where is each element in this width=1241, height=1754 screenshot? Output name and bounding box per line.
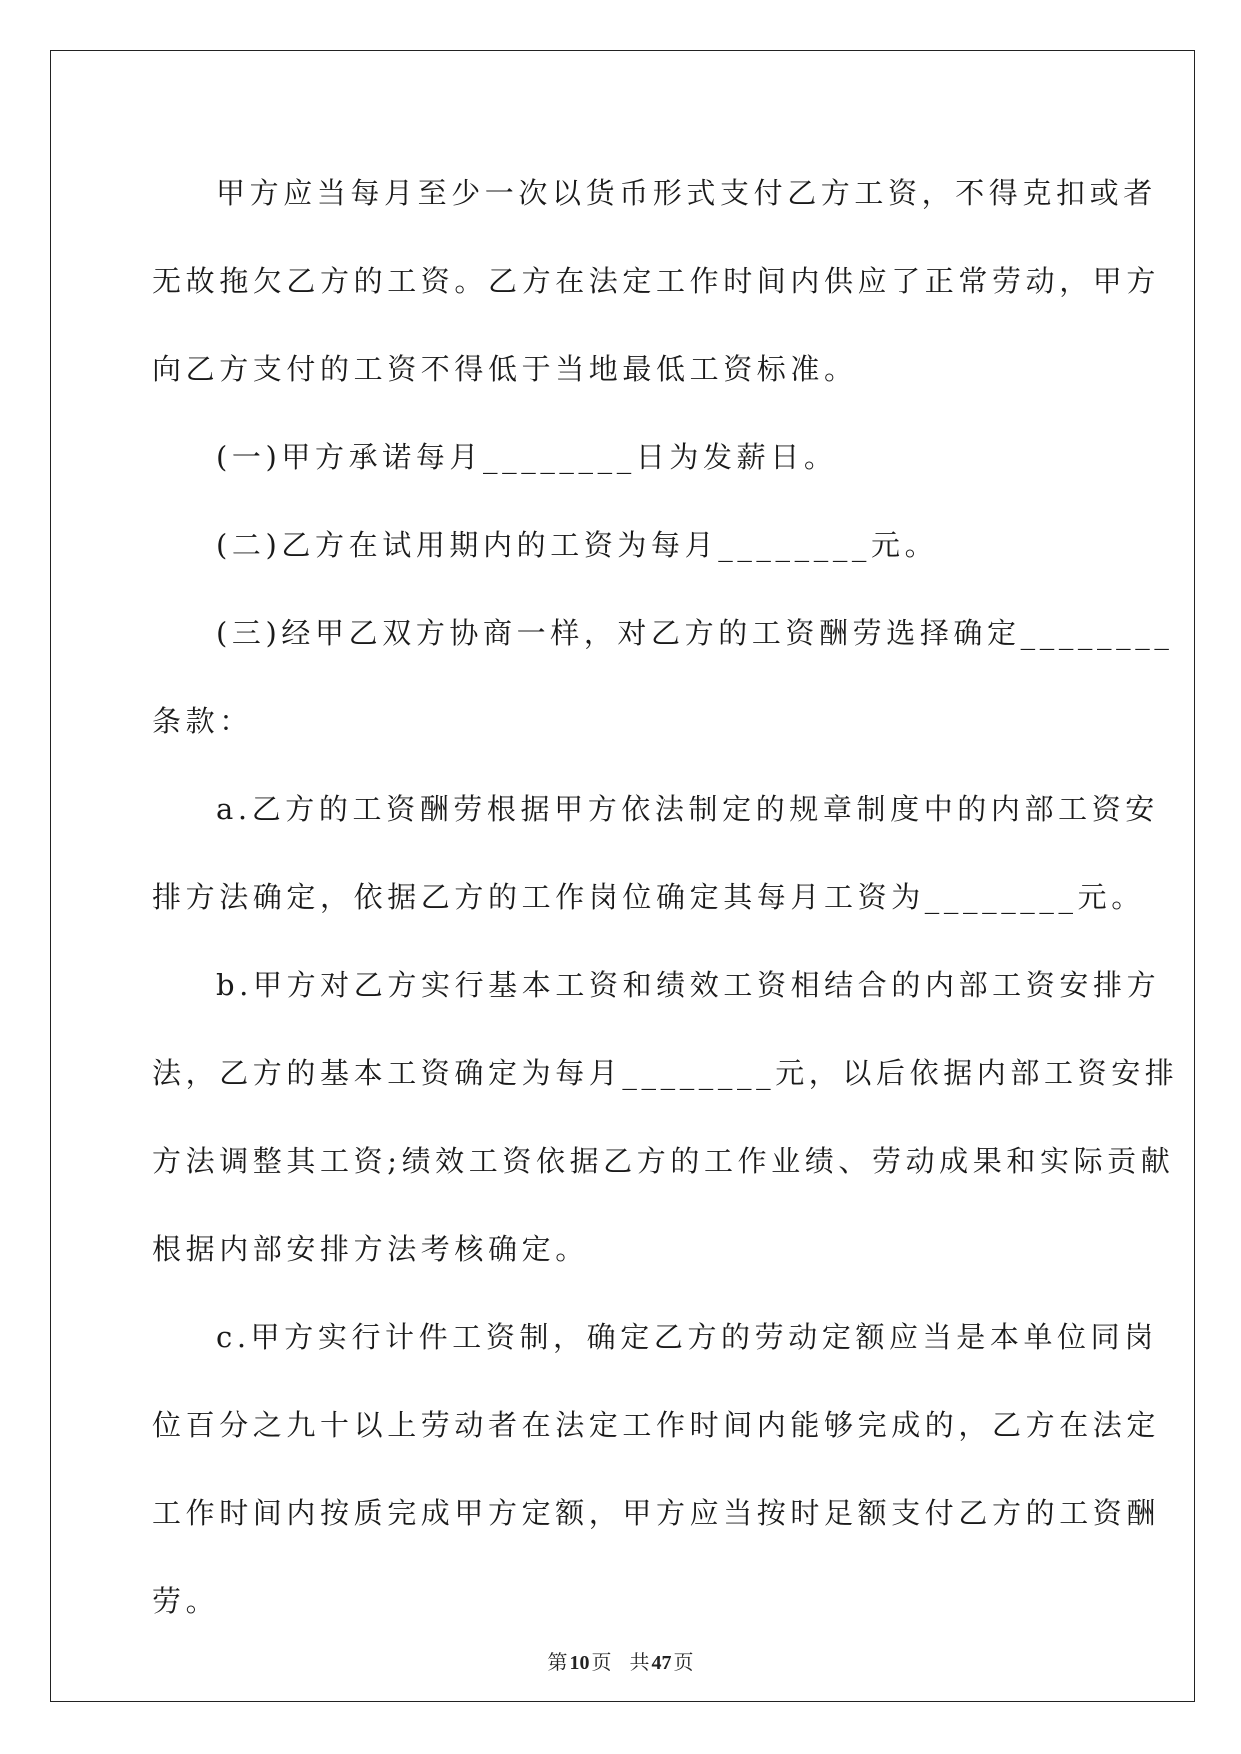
text-line: 条款：	[152, 704, 253, 738]
text-line: 甲方应当每月至少一次以货币形式支付乙方工资，不得克扣或者	[216, 176, 1157, 210]
text-line: (三)经甲乙双方协商一样，对乙方的工资酬劳选择确定________	[216, 616, 1174, 650]
text-line: a.乙方的工资酬劳根据甲方依法制定的规章制度中的内部工资安	[216, 792, 1159, 826]
text-line: 位百分之九十以上劳动者在法定工作时间内能够完成的，乙方在法定	[152, 1408, 1161, 1442]
document-body	[152, 163, 1179, 1659]
total-pages: 47	[651, 1652, 672, 1674]
text-line: 无故拖欠乙方的工资。乙方在法定工作时间内供应了正常劳动，甲方	[152, 264, 1161, 298]
total-suffix: 页	[673, 1652, 694, 1674]
page-number: 10	[569, 1652, 590, 1674]
text-line: 排方法确定，依据乙方的工作岗位确定其每月工资为________元。	[152, 880, 1145, 914]
total-prefix: 共	[629, 1652, 650, 1674]
text-line: (一)甲方承诺每月________日为发薪日。	[216, 440, 838, 474]
text-line: 方法调整其工资;绩效工资依据乙方的工作业绩、劳动成果和实际贡献	[152, 1144, 1175, 1178]
text-line: b.甲方对乙方实行基本工资和绩效工资相结合的内部工资安排方	[216, 968, 1161, 1002]
page-footer	[0, 1646, 1241, 1675]
text-line: (二)乙方在试用期内的工资为每月________元。	[216, 528, 939, 562]
text-line: 法，乙方的基本工资确定为每月________元，以后依据内部工资安排	[152, 1056, 1179, 1090]
page-suffix: 页	[591, 1652, 612, 1674]
text-line: 向乙方支付的工资不得低于当地最低工资标准。	[152, 352, 858, 386]
text-line: 根据内部安排方法考核确定。	[152, 1232, 589, 1266]
text-line: 工作时间内按质完成甲方定额，甲方应当按时足额支付乙方的工资酬	[152, 1496, 1161, 1530]
page-prefix: 第	[547, 1652, 568, 1674]
text-line: 劳。	[152, 1584, 220, 1618]
text-line: c.甲方实行计件工资制，确定乙方的劳动定额应当是本单位同岗	[216, 1320, 1158, 1354]
